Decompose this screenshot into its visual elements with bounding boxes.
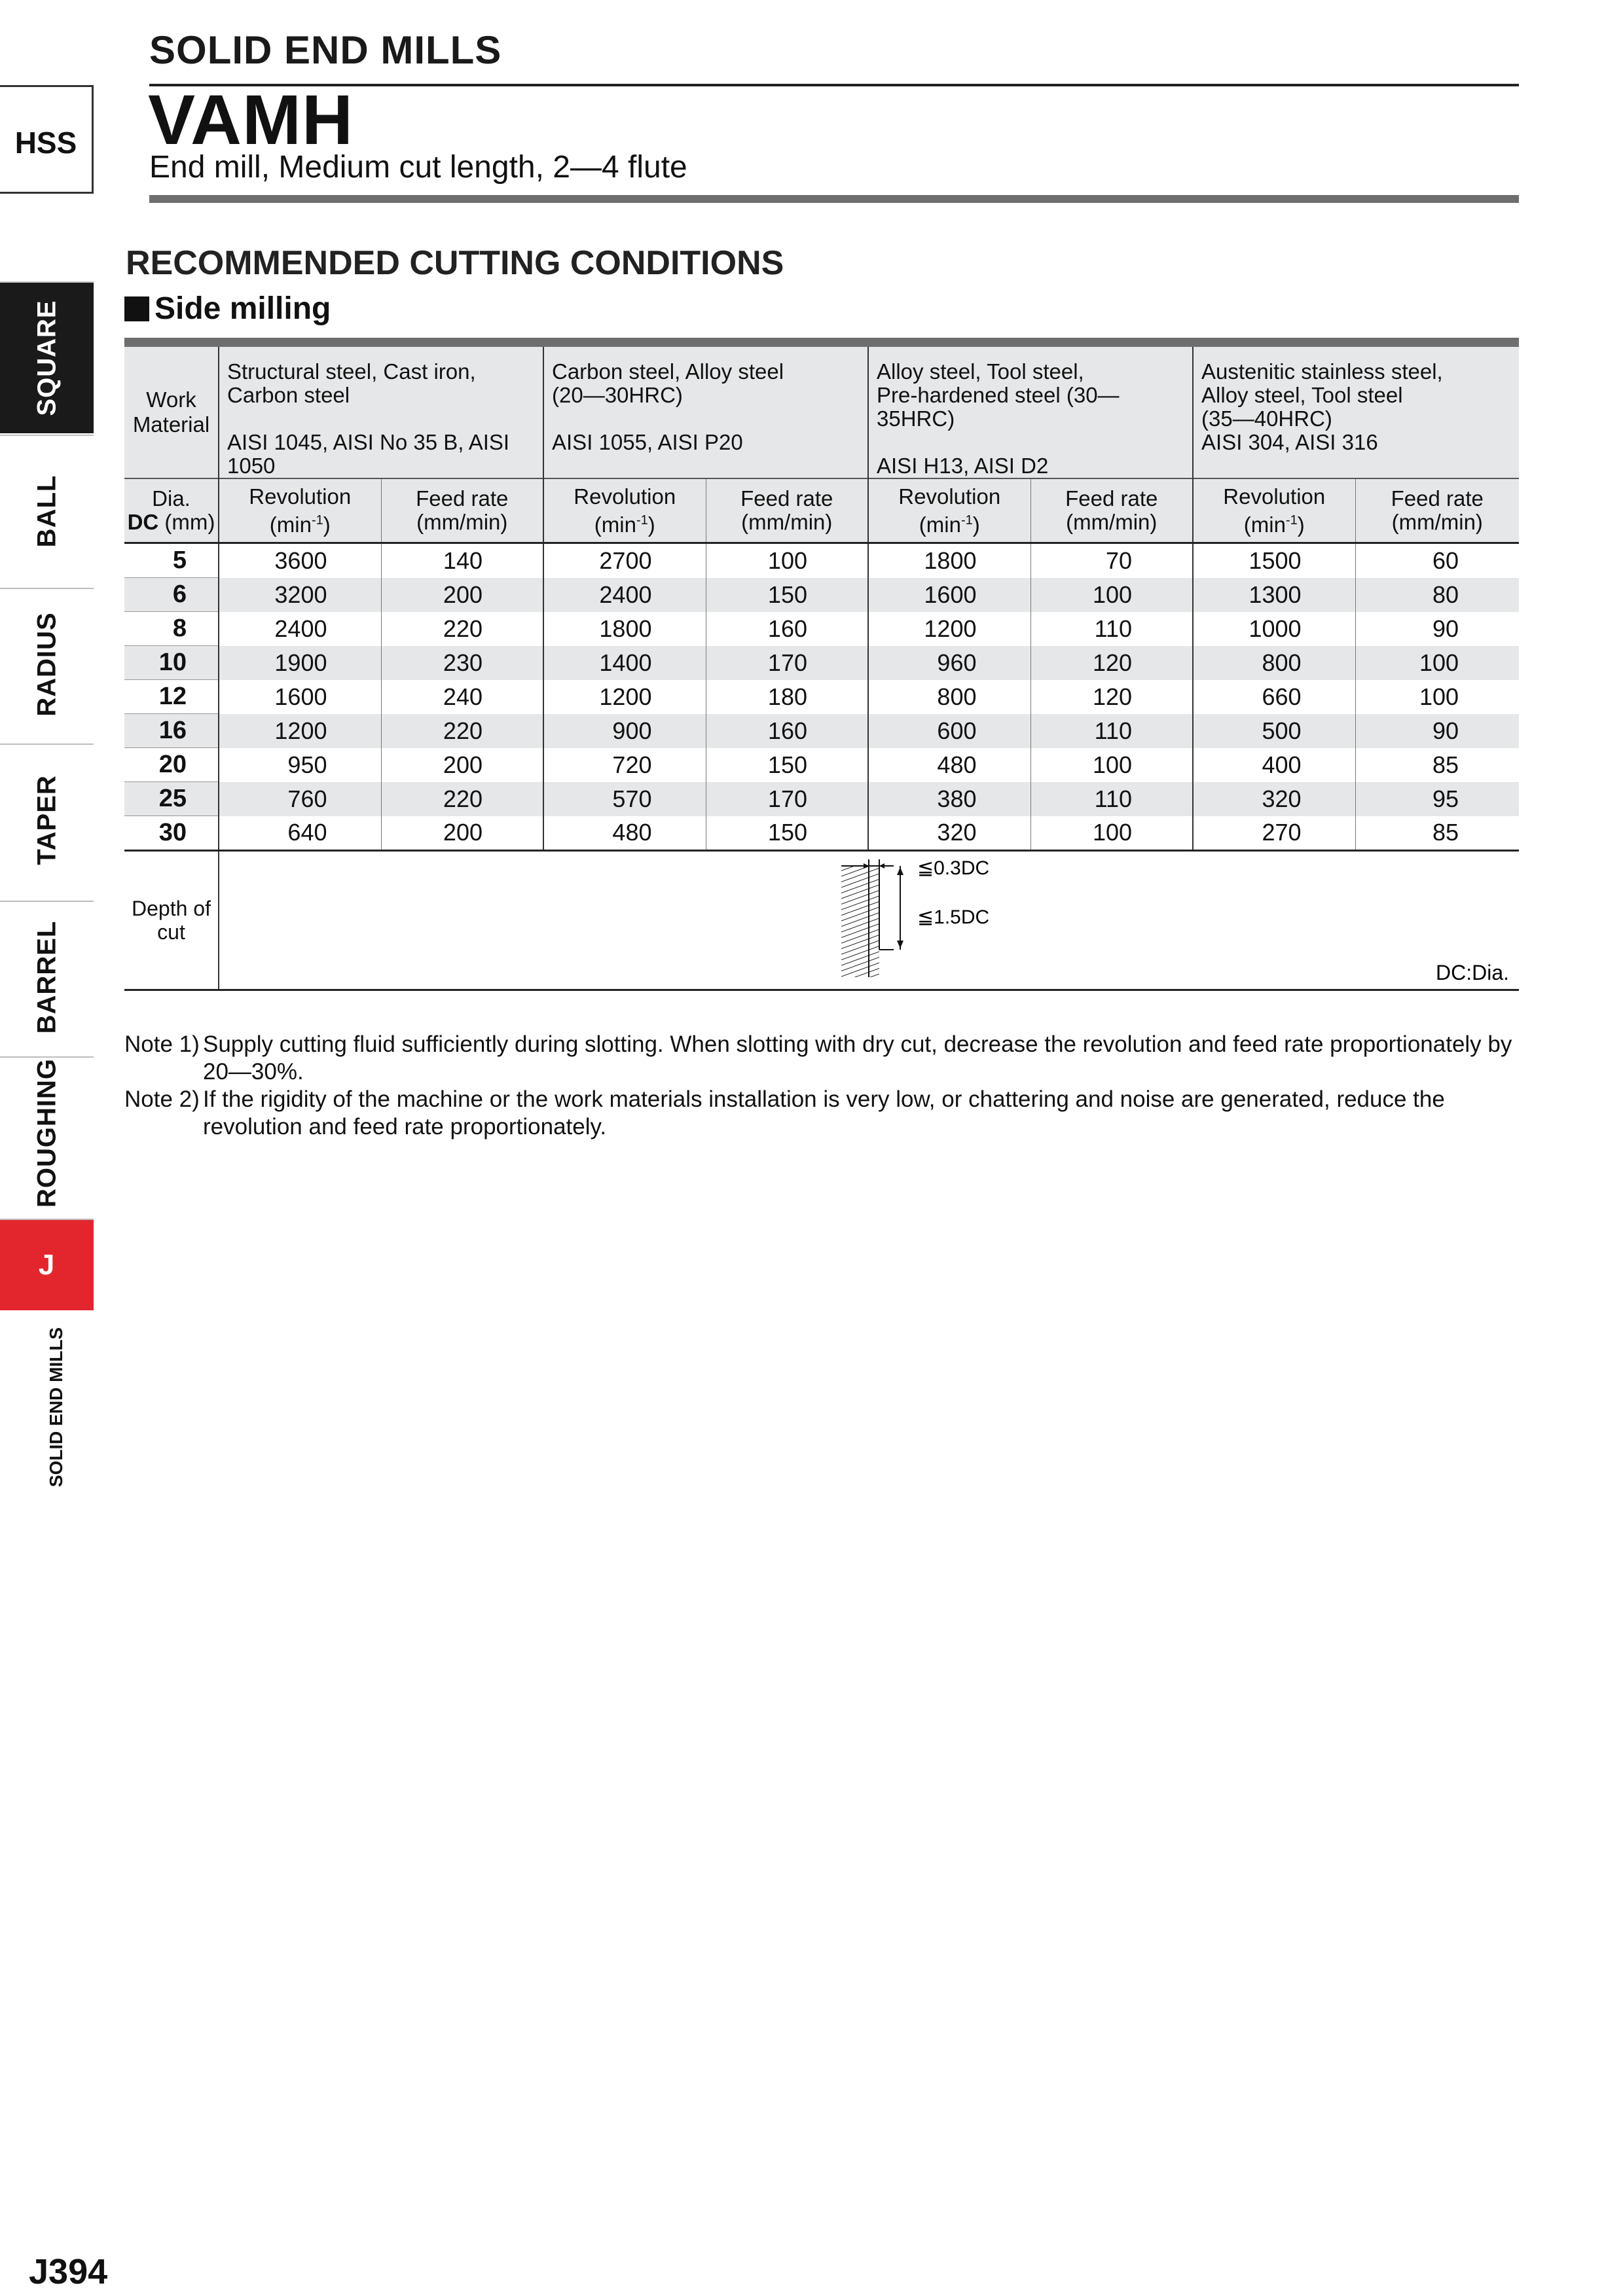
table-row <box>124 578 1519 612</box>
feed-rate-cell: 100 <box>1030 748 1193 782</box>
tab-square[interactable] <box>0 281 94 433</box>
revolution-cell: 270 <box>1193 816 1355 851</box>
feed-rate-header: Feed rate (mm/min) <box>1030 478 1193 543</box>
hss-badge-label: HSS <box>14 126 77 160</box>
feed-rate-cell: 150 <box>706 748 868 782</box>
revolution-cell: 320 <box>868 816 1030 851</box>
table-row <box>124 646 1519 680</box>
tab-roughing[interactable] <box>0 1056 94 1208</box>
tab-radius[interactable] <box>0 588 94 740</box>
revolution-cell: 1200 <box>543 680 706 714</box>
subsection-heading-text: Side milling <box>155 291 331 326</box>
feed-rate-cell: 100 <box>1030 816 1193 851</box>
revolution-header: Revolution $(\min^{-1})$ <box>543 478 706 543</box>
tab-chapter-j[interactable] <box>0 1219 94 1310</box>
header-rule <box>149 84 1519 86</box>
material-group-3: Alloy steel, Tool steel, Pre-hardened steel (30—35HRC) AISI H13, AISI D2 <box>868 347 1193 478</box>
feed-rate-cell: 150 <box>706 578 868 612</box>
feed-rate-cell: 100 <box>1355 680 1519 714</box>
feed-rate-cell: 85 <box>1355 748 1519 782</box>
feed-rate-cell: 60 <box>1355 543 1519 578</box>
work-material-label: Work Material <box>124 347 219 478</box>
tab-ball-label: BALL <box>32 475 61 548</box>
dia-cell: 10 <box>124 646 219 680</box>
feed-rate-cell: 220 <box>381 612 543 646</box>
dia-cell: 5 <box>124 543 219 578</box>
depth-of-cut-row <box>124 851 1519 990</box>
workpiece-hatch <box>841 866 879 977</box>
tab-ball[interactable] <box>0 435 94 586</box>
revolution-cell: 1800 <box>868 543 1030 578</box>
feed-rate-cell: 95 <box>1355 782 1519 816</box>
revolution-cell: 1000 <box>1193 612 1355 646</box>
revolution-cell: 660 <box>1193 680 1355 714</box>
revolution-cell: 720 <box>543 748 706 782</box>
material-group-2: Carbon steel, Alloy steel (20—30HRC) AISI 1055, AISI P20 <box>543 347 868 478</box>
feed-rate-cell: 85 <box>1355 816 1519 851</box>
revolution-cell: 1300 <box>1193 578 1355 612</box>
axial-depth-label: ≦1.5DC <box>917 906 990 928</box>
dia-cell: 6 <box>124 578 219 612</box>
feed-rate-cell: 200 <box>381 748 543 782</box>
section-title: SOLID END MILLS <box>149 28 502 72</box>
table-row <box>124 612 1519 646</box>
feed-rate-cell: 220 <box>381 714 543 748</box>
table-row <box>124 748 1519 782</box>
revolution-cell: 1900 <box>219 646 381 680</box>
dia-cell: 12 <box>124 680 219 714</box>
hss-badge <box>0 85 94 194</box>
note-2: Note 2) If the rigidity of the machine or the work materials installation is very low, or chattering and noise are generated, reduce the revolution and feed rate proportionately. <box>124 1086 1445 1139</box>
page-number: J394 <box>29 2252 108 2291</box>
revolution-cell: 640 <box>219 816 381 851</box>
dia-cell: 25 <box>124 782 219 816</box>
table-body <box>124 543 1519 851</box>
feed-rate-header: Feed rate (mm/min) <box>1355 478 1519 543</box>
revolution-cell: 1400 <box>543 646 706 680</box>
revolution-cell: 2400 <box>543 578 706 612</box>
feed-rate-cell: 90 <box>1355 714 1519 748</box>
revolution-cell: 570 <box>543 782 706 816</box>
notes <box>124 1031 1525 1141</box>
material-group-1: Structural steel, Cast iron, Carbon steel AISI 1045, AISI No 35 B, AISI 1050 <box>219 347 543 478</box>
revolution-header: Revolution $(\min^{-1})$ <box>219 478 381 543</box>
revolution-cell: 480 <box>868 748 1030 782</box>
material-group-4: Austenitic stainless steel, Alloy steel, Tool steel (35—40HRC) AISI 304, AISI 316 <box>1193 347 1519 478</box>
cutting-conditions-table <box>124 338 1519 991</box>
tab-barrel[interactable] <box>0 901 94 1052</box>
feed-rate-cell: 150 <box>706 816 868 851</box>
tab-radius-label: RADIUS <box>32 612 61 717</box>
feed-rate-cell: 100 <box>1030 578 1193 612</box>
section-heading: RECOMMENDED CUTTING CONDITIONS <box>126 244 784 282</box>
revolution-cell: 1600 <box>219 680 381 714</box>
dia-cell: 8 <box>124 612 219 646</box>
depth-of-cut-diagram <box>219 852 1520 989</box>
feed-rate-cell: 90 <box>1355 612 1519 646</box>
feed-rate-cell: 170 <box>706 646 868 680</box>
revolution-cell: 760 <box>219 782 381 816</box>
feed-rate-cell: 120 <box>1030 680 1193 714</box>
revolution-cell: 800 <box>1193 646 1355 680</box>
tab-chapter-j-label: J <box>38 1249 56 1281</box>
revolution-cell: 480 <box>543 816 706 851</box>
product-code: VAMH <box>148 80 354 159</box>
table-row <box>124 680 1519 714</box>
revolution-cell: 2700 <box>543 543 706 578</box>
dia-cell: 16 <box>124 714 219 748</box>
revolution-cell: 1200 <box>219 714 381 748</box>
side-footer: SOLID END MILLS <box>46 1327 66 1488</box>
feed-rate-cell: 230 <box>381 646 543 680</box>
dia-header: Dia. DC (mm) <box>124 478 219 543</box>
tab-taper-label: TAPER <box>32 775 61 865</box>
depth-of-cut-diagram-cell <box>219 851 1519 990</box>
feed-rate-cell: 100 <box>706 543 868 578</box>
feed-rate-cell: 180 <box>706 680 868 714</box>
feed-rate-header: Feed rate (mm/min) <box>381 478 543 543</box>
feed-rate-cell: 70 <box>1030 543 1193 578</box>
revolution-cell: 320 <box>1193 782 1355 816</box>
dc-note: DC:Dia. <box>1435 961 1509 984</box>
table-row <box>124 543 1519 578</box>
feed-rate-cell: 200 <box>381 578 543 612</box>
revolution-cell: 400 <box>1193 748 1355 782</box>
depth-of-cut-label: Depth of cut <box>124 851 219 990</box>
revolution-cell: 2400 <box>219 612 381 646</box>
revolution-cell: 500 <box>1193 714 1355 748</box>
revolution-cell: 1600 <box>868 578 1030 612</box>
tab-barrel-label: BARREL <box>32 920 61 1034</box>
tab-roughing-label: ROUGHING <box>32 1058 61 1208</box>
header-bottom-rule <box>149 195 1519 203</box>
table-row <box>124 782 1519 816</box>
revolution-cell: 1200 <box>868 612 1030 646</box>
revolution-cell: 380 <box>868 782 1030 816</box>
feed-rate-cell: 160 <box>706 714 868 748</box>
square-bullet-icon <box>124 296 149 321</box>
material-header-row <box>124 347 1519 478</box>
feed-rate-cell: 200 <box>381 816 543 851</box>
table-row <box>124 714 1519 748</box>
feed-rate-cell: 160 <box>706 612 868 646</box>
feed-rate-header: Feed rate (mm/min) <box>706 478 868 543</box>
note-1: Note 1) Supply cutting fluid sufficiently during slotting. When slotting with dry cut, decrease the revolution and feed rate proportionately by 20—30%. <box>124 1031 1512 1085</box>
table-top-bar <box>124 338 1519 347</box>
tab-square-label: SQUARE <box>32 300 61 416</box>
feed-rate-cell: 220 <box>381 782 543 816</box>
revolution-cell: 3600 <box>219 543 381 578</box>
product-subtitle: End mill, Medium cut length, 2—4 flute <box>149 150 687 185</box>
revolution-cell: 600 <box>868 714 1030 748</box>
feed-rate-cell: 120 <box>1030 646 1193 680</box>
revolution-header: Revolution $(\min^{-1})$ <box>1193 478 1355 543</box>
tab-taper[interactable] <box>0 744 94 895</box>
feed-rate-cell: 140 <box>381 543 543 578</box>
table-row <box>124 816 1519 851</box>
subsection-heading <box>124 291 331 327</box>
revolution-cell: 900 <box>543 714 706 748</box>
dia-cell: 30 <box>124 816 219 851</box>
revolution-cell: 1800 <box>543 612 706 646</box>
feed-rate-cell: 110 <box>1030 612 1193 646</box>
feed-rate-cell: 100 <box>1355 646 1519 680</box>
radial-depth-label: ≦0.3DC <box>917 857 990 879</box>
feed-rate-cell: 110 <box>1030 714 1193 748</box>
feed-rate-cell: 170 <box>706 782 868 816</box>
revolution-cell: 960 <box>868 646 1030 680</box>
feed-rate-cell: 240 <box>381 680 543 714</box>
feed-rate-cell: 80 <box>1355 578 1519 612</box>
revolution-cell: 800 <box>868 680 1030 714</box>
revolution-header: Revolution $(\min^{-1})$ <box>868 478 1030 543</box>
units-header-row <box>124 478 1519 543</box>
revolution-cell: 1500 <box>1193 543 1355 578</box>
revolution-cell: 3200 <box>219 578 381 612</box>
revolution-cell: 950 <box>219 748 381 782</box>
dia-cell: 20 <box>124 748 219 782</box>
feed-rate-cell: 110 <box>1030 782 1193 816</box>
